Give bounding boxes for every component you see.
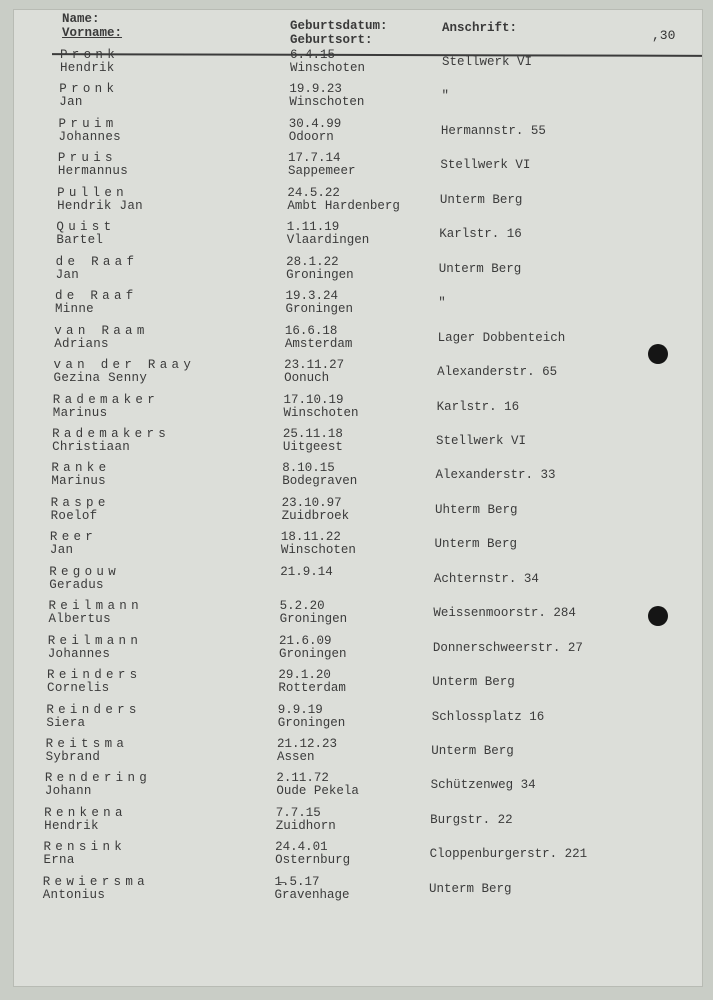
birth-date: 21.12.23 (277, 737, 338, 751)
address: Donnerschweerstr. 27 (432, 640, 583, 655)
entry-row (14, 48, 702, 82)
entry-row (14, 393, 702, 427)
birth-place: Groningen (277, 715, 346, 730)
first-name: Hendrik (44, 818, 99, 833)
entry-row (14, 771, 702, 805)
address: " (441, 89, 449, 104)
entry-row (14, 737, 702, 771)
birth-place: Winschoten (280, 543, 356, 558)
punch-hole-top (648, 344, 668, 364)
entry-row (14, 427, 702, 461)
birth-place: Bodegraven (282, 474, 358, 489)
first-name: Roelof (50, 508, 98, 523)
entry-row (14, 461, 702, 495)
birth-place: Zuidbroek (281, 508, 350, 523)
first-name: Adrians (54, 336, 109, 351)
first-name: Jan (59, 95, 83, 110)
last-name: Rendering (44, 771, 152, 786)
entry-row (14, 220, 702, 254)
entry-row (14, 289, 702, 323)
birth-date: 7.7.15 (275, 805, 321, 820)
birth-date: 30.4.99 (288, 116, 342, 131)
entry-row (14, 117, 702, 151)
first-name: Marinus (52, 405, 108, 420)
birth-date: 5.2.20 (279, 599, 325, 614)
birth-place: Groningen (279, 612, 348, 627)
address: Uhterm Berg (434, 502, 518, 517)
birth-date: 8.10.15 (282, 461, 335, 476)
birth-date: 1̶.5.17 (274, 874, 320, 889)
first-name: Christiaan (52, 439, 131, 454)
first-name: Jan (49, 543, 74, 558)
birth-place: Winschoten (283, 405, 359, 420)
birth-place: Zuidhorn (275, 818, 336, 833)
last-name: Pullen (57, 185, 128, 200)
first-name: Hendrik Jan (57, 198, 143, 213)
entry-row (14, 599, 702, 633)
entry-row (14, 496, 702, 530)
birth-date: 6.4.15 (290, 48, 336, 62)
address: Alexanderstr. 65 (437, 365, 558, 380)
first-name: Hendrik (60, 61, 115, 75)
first-name: Gezina Senny (53, 371, 148, 386)
birth-place: Uitgeest (282, 439, 343, 454)
entry-row (14, 530, 702, 564)
last-name: Renkena (44, 805, 127, 820)
last-name: Pronk (60, 48, 120, 62)
birth-date: 17.7.14 (288, 151, 341, 166)
address: Karlstr. 16 (436, 399, 520, 414)
document-page (14, 10, 702, 986)
first-name: Johann (44, 784, 92, 799)
last-name: Reer (49, 530, 98, 545)
birth-place: Groningen (286, 267, 354, 282)
entry-row (14, 668, 702, 702)
address: Unterm Berg (431, 744, 514, 758)
birth-date: 2.11.72 (276, 771, 329, 786)
last-name: Rewiersma (42, 874, 149, 889)
first-name: Johannes (58, 129, 121, 144)
address: Unterm Berg (439, 192, 523, 207)
entry-row (14, 703, 702, 737)
last-name: Rademaker (52, 392, 160, 407)
birth-date: 28.1.22 (286, 254, 339, 269)
address: Unterm Berg (432, 675, 515, 690)
last-name: Ranke (51, 461, 111, 476)
last-name: Rademakers (52, 426, 171, 441)
address: Unterm Berg (434, 537, 517, 552)
header-firstname-label: Vorname: (62, 26, 123, 40)
birth-place: Assen (277, 750, 315, 764)
entry-row (14, 840, 702, 874)
last-name: Reilmann (47, 633, 143, 648)
punch-hole-bottom (648, 606, 668, 626)
first-name: Geradus (49, 577, 104, 592)
birth-date: 1.11.19 (286, 220, 340, 235)
last-name: van Raam (54, 323, 149, 338)
address: Unterm Berg (429, 881, 512, 896)
address: Achternstr. 34 (433, 571, 539, 586)
birth-place: Gravenhage (274, 887, 350, 902)
birth-place: Osternburg (275, 853, 351, 868)
birth-date: 9.9.19 (277, 702, 323, 717)
entry-row (14, 186, 702, 220)
birth-date: 21.6.09 (278, 633, 332, 648)
address: Stellwerk VI (440, 158, 531, 173)
last-name: Rensink (43, 840, 127, 855)
birth-place: Odoorn (288, 129, 334, 144)
birth-place: Vlaardingen (286, 233, 370, 248)
birth-place: Oude Pekela (276, 784, 359, 799)
header-address-label: Anschrift: (442, 21, 518, 35)
first-name: Hermannus (57, 164, 129, 179)
header-name-label: Name: (62, 12, 100, 26)
header-birthplace-label: Geburtsort: (290, 33, 373, 47)
last-name: Reilmann (48, 599, 143, 614)
last-name: Reitsma (45, 737, 129, 751)
birth-place: Ambt Hardenberg (287, 198, 400, 213)
last-name: Regouw (49, 564, 120, 579)
last-name: de Raaf (54, 289, 138, 304)
birth-date: 19.3.24 (285, 289, 338, 304)
birth-date: 23.11.27 (284, 358, 345, 373)
address: Lager Dobbenteich (437, 330, 566, 345)
first-name: Johannes (47, 646, 111, 661)
address: Hermannstr. 55 (440, 123, 546, 138)
last-name: Reinders (47, 668, 142, 683)
birth-date: 21.9.14 (280, 564, 333, 579)
entry-row (14, 358, 702, 392)
first-name: Bartel (56, 233, 104, 248)
birth-date: 19.9.23 (289, 82, 342, 97)
birth-date: 25.11.18 (282, 426, 343, 441)
birth-place: Rotterdam (278, 681, 346, 696)
first-name: Sybrand (45, 750, 101, 764)
last-name: Pruim (58, 116, 118, 131)
first-name: Antonius (42, 887, 106, 902)
header-birthdate-label: Geburtsdatum: (290, 19, 388, 33)
birth-date: 17.10.19 (283, 392, 344, 407)
address: Alexanderstr. 33 (435, 468, 556, 483)
last-name: van der Raay (53, 358, 196, 373)
page-number: ,30 (652, 28, 676, 43)
birth-date: 29.1.20 (278, 668, 331, 683)
first-name: Siera (46, 715, 86, 730)
entry-row (14, 82, 702, 116)
address: Stellwerk VI (436, 433, 527, 448)
last-name: Reinders (46, 702, 141, 717)
entry-row (14, 324, 702, 358)
address: Schlossplatz 16 (431, 709, 545, 724)
address: Burgstr. 22 (430, 812, 513, 827)
first-name: Cornelis (47, 681, 110, 696)
entry-row (14, 875, 702, 909)
birth-date: 23.10.97 (281, 495, 342, 510)
address: Weissenmoorstr. 284 (433, 606, 576, 621)
first-name: Marinus (51, 474, 106, 489)
entry-row (14, 634, 702, 668)
entry-row (14, 565, 702, 599)
address: " (438, 296, 446, 311)
first-name: Albertus (48, 612, 111, 627)
birth-place: Oonuch (284, 371, 330, 386)
birth-place: Winschoten (290, 61, 366, 75)
birth-place: Amsterdam (284, 336, 353, 351)
first-name: Jan (55, 267, 80, 282)
entry-row (14, 806, 702, 840)
last-name: Pronk (59, 82, 119, 97)
birth-date: 18.11.22 (280, 530, 341, 545)
birth-place: Groningen (278, 646, 347, 661)
address: Karlstr. 16 (439, 227, 522, 242)
entry-row (14, 151, 702, 185)
birth-date: 24.4.01 (275, 840, 328, 855)
last-name: Pruis (57, 151, 117, 166)
birth-place: Sappemeer (288, 164, 356, 179)
first-name: Erna (43, 853, 75, 868)
entry-row (14, 255, 702, 289)
address: Schützenweg 34 (430, 778, 536, 793)
address: Cloppenburgerstr. 221 (429, 847, 588, 862)
address: Unterm Berg (438, 261, 522, 276)
birth-place: Winschoten (289, 95, 365, 110)
birth-place: Groningen (285, 302, 353, 317)
last-name: Raspe (50, 495, 110, 510)
birth-date: 24.5.22 (287, 185, 340, 200)
last-name: de Raaf (55, 254, 139, 269)
last-name: Quist (56, 220, 116, 235)
address: Stellwerk VI (442, 55, 533, 69)
first-name: Minne (54, 302, 94, 317)
birth-date: 16.6.18 (284, 323, 338, 338)
